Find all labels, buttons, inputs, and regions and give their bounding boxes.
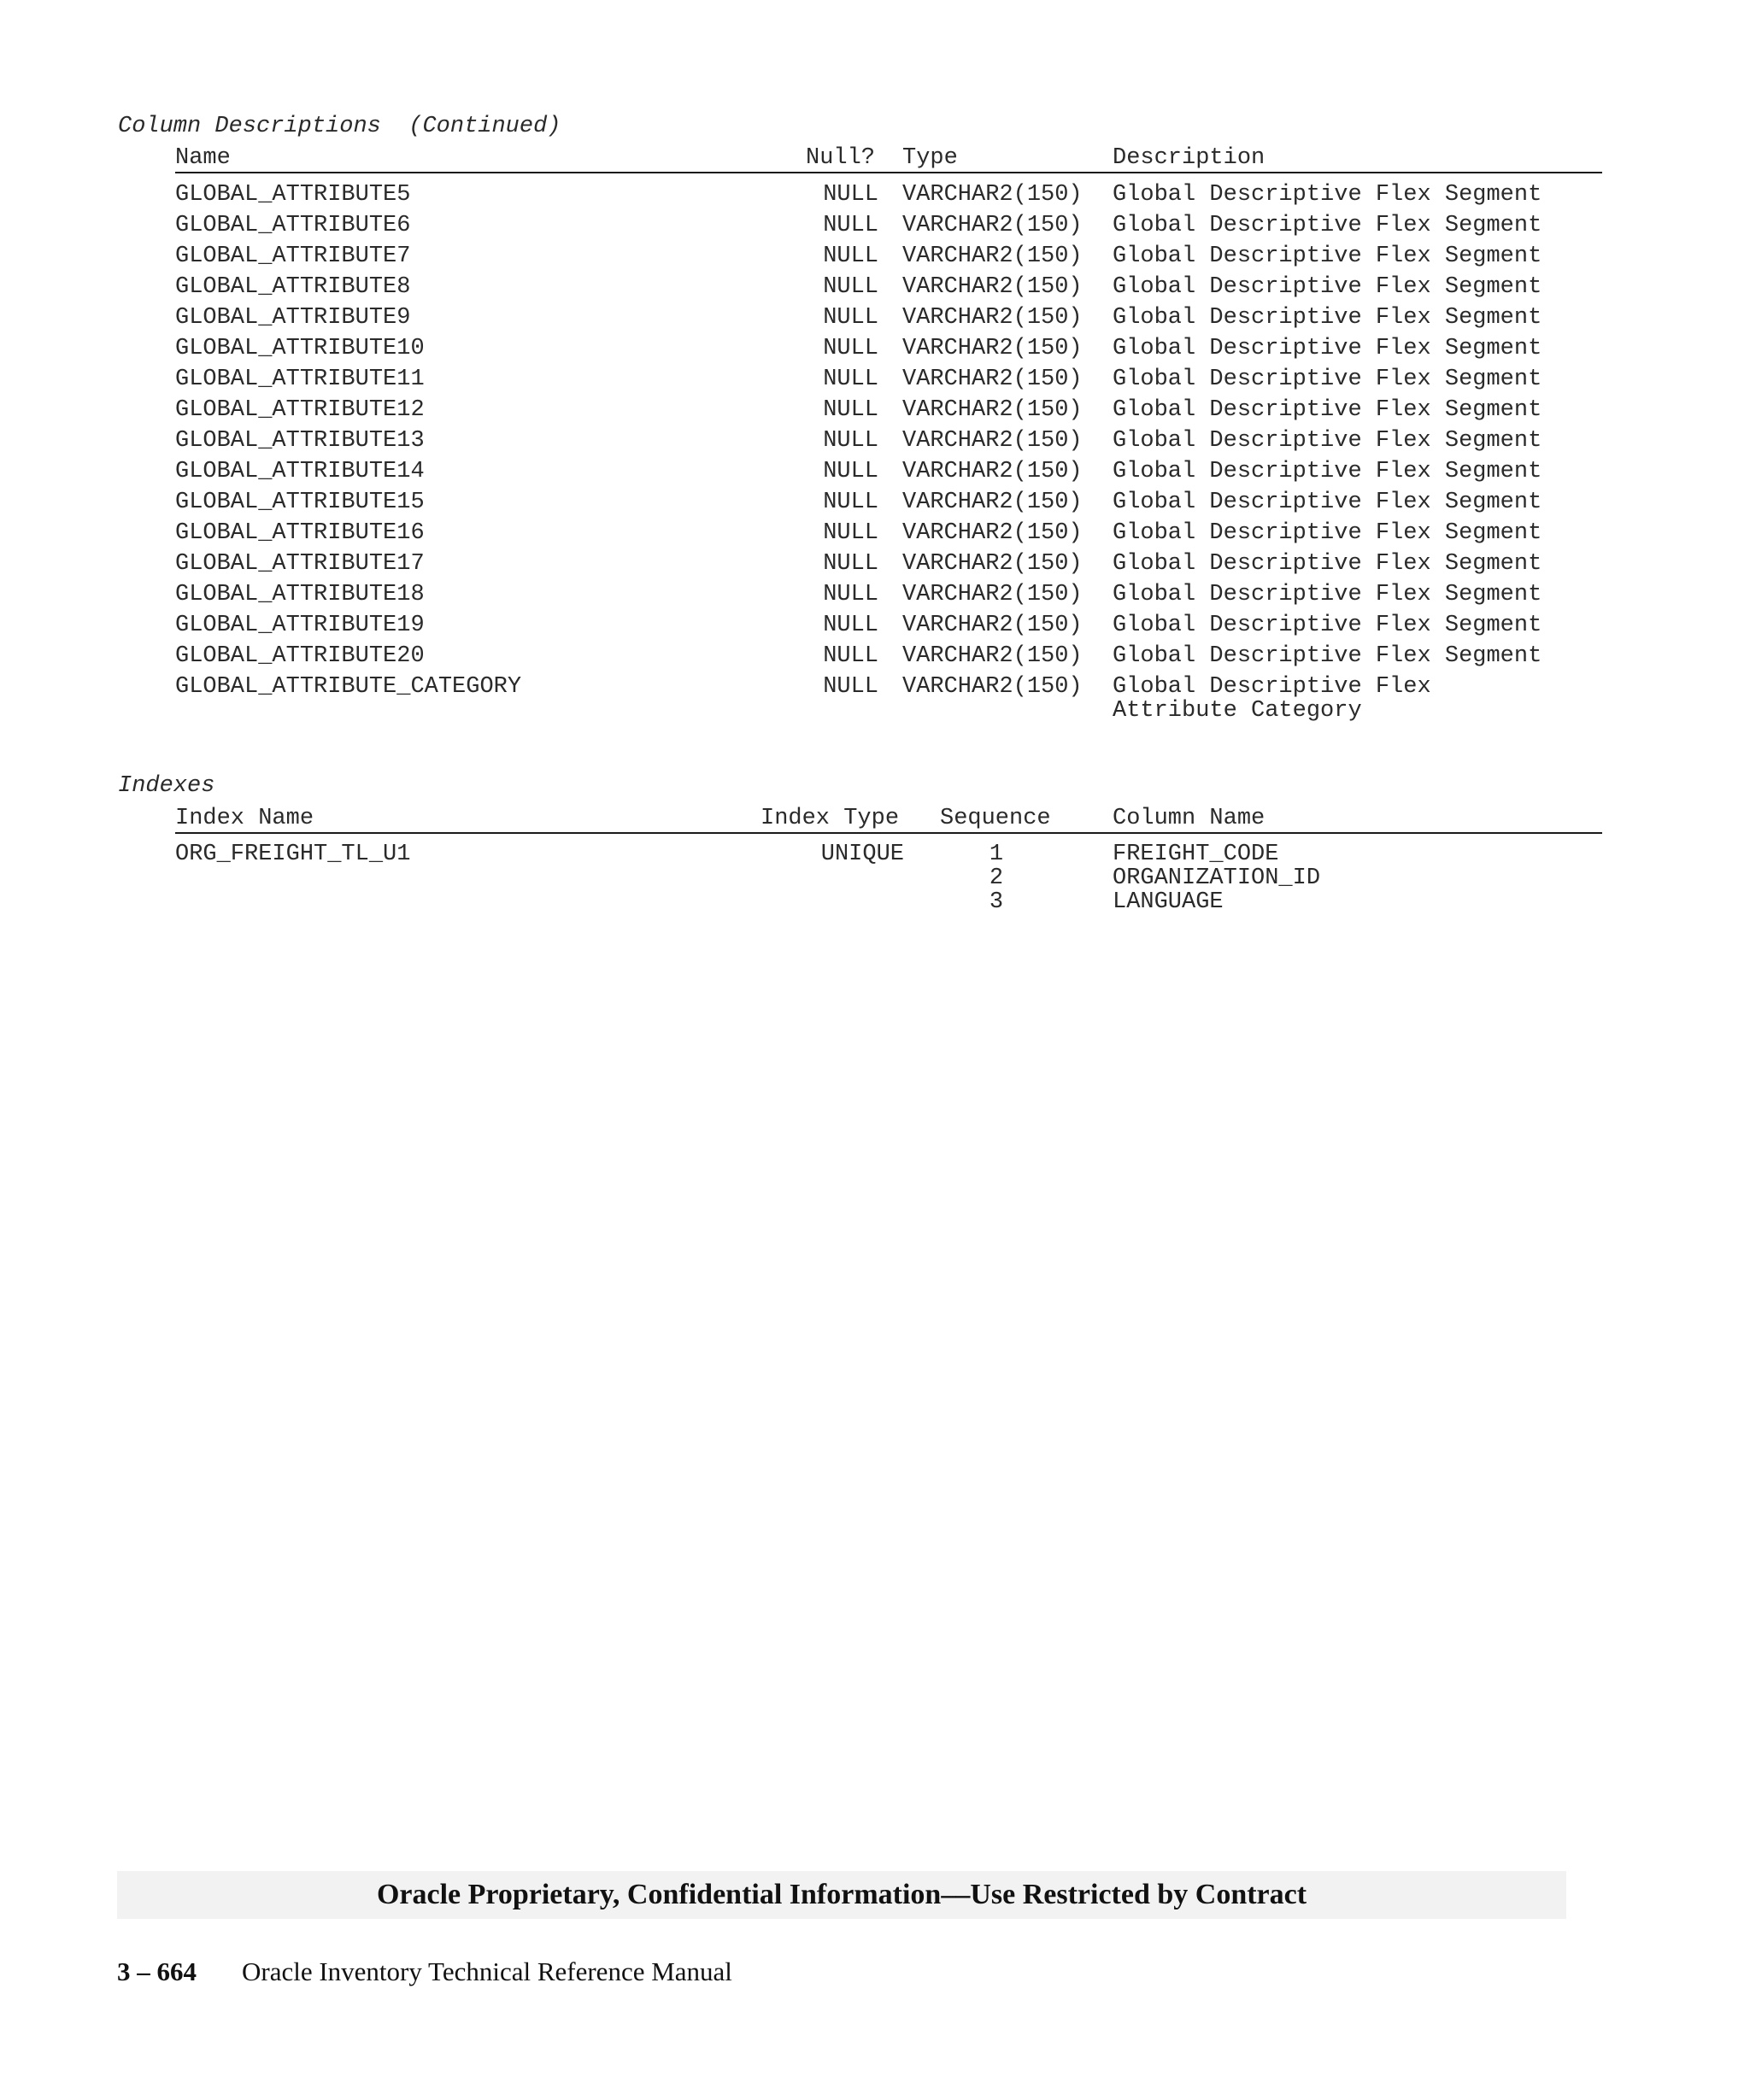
manual-title: Oracle Inventory Technical Reference Manual: [242, 1956, 732, 1986]
column-description: Global Descriptive Flex Segment: [1113, 274, 1542, 300]
column-name: GLOBAL_ATTRIBUTE5: [175, 182, 411, 208]
table-row: [0, 613, 1750, 644]
column-null: NULL: [823, 336, 878, 361]
confidential-banner: Oracle Proprietary, Confidential Information––Use Restricted by Contract: [117, 1871, 1566, 1919]
table-row: [0, 521, 1750, 552]
index-name: ORG_FREIGHT_TL_U1: [175, 842, 411, 867]
column-name: GLOBAL_ATTRIBUTE10: [175, 336, 425, 361]
header-type: Type: [902, 145, 958, 171]
column-null: NULL: [823, 582, 878, 607]
column-name: GLOBAL_ATTRIBUTE18: [175, 582, 425, 607]
header-sequence: Sequence: [940, 806, 1051, 831]
index-sequence: 3: [989, 889, 1004, 915]
column-type: VARCHAR2(150): [902, 336, 1083, 361]
column-description: Global Descriptive Flex Segment: [1113, 243, 1542, 269]
column-null: NULL: [823, 613, 878, 638]
column-null: NULL: [823, 520, 878, 546]
column-type: VARCHAR2(150): [902, 397, 1083, 423]
header-index-name: Index Name: [175, 806, 314, 831]
column-null: NULL: [823, 367, 878, 392]
column-null: NULL: [823, 551, 878, 577]
column-description: Global Descriptive Flex Segment: [1113, 459, 1542, 484]
column-type: VARCHAR2(150): [902, 274, 1083, 300]
column-type: VARCHAR2(150): [902, 520, 1083, 546]
column-descriptions-table: [0, 183, 1750, 730]
table-row: [0, 490, 1750, 521]
column-description: Global Descriptive Flex Segment: [1113, 428, 1542, 454]
table-row: [0, 306, 1750, 337]
index-type: UNIQUE: [820, 842, 904, 867]
column-name: GLOBAL_ATTRIBUTE20: [175, 643, 425, 669]
column-name: GLOBAL_ATTRIBUTE19: [175, 613, 425, 638]
column-description: Global Descriptive Flex Attribute Category: [1113, 674, 1431, 724]
header-null: Null?: [806, 145, 876, 171]
indexes-title: Indexes: [118, 773, 215, 799]
column-description: Global Descriptive Flex Segment: [1113, 490, 1542, 515]
column-type: VARCHAR2(150): [902, 459, 1083, 484]
header-index-type: Index Type: [760, 806, 900, 831]
column-type: VARCHAR2(150): [902, 243, 1083, 269]
column-description: Global Descriptive Flex Segment: [1113, 397, 1542, 423]
column-name: GLOBAL_ATTRIBUTE9: [175, 305, 411, 331]
column-null: NULL: [823, 305, 878, 331]
column-name: GLOBAL_ATTRIBUTE6: [175, 213, 411, 238]
table-row: [0, 842, 1750, 866]
header-name: Name: [175, 145, 231, 171]
column-name: GLOBAL_ATTRIBUTE8: [175, 274, 411, 300]
index-header-rule: [175, 832, 1602, 834]
column-null: NULL: [823, 274, 878, 300]
column-description: Global Descriptive Flex Segment: [1113, 613, 1542, 638]
column-null: NULL: [823, 397, 878, 423]
index-column-name: LANGUAGE: [1113, 889, 1224, 915]
column-name: GLOBAL_ATTRIBUTE7: [175, 243, 411, 269]
table-row: [0, 460, 1750, 490]
column-type: VARCHAR2(150): [902, 305, 1083, 331]
column-type: VARCHAR2(150): [902, 182, 1083, 208]
column-description: Global Descriptive Flex Segment: [1113, 643, 1542, 669]
header-column-name: Column Name: [1113, 806, 1266, 831]
table-row: [0, 244, 1750, 275]
column-description: Global Descriptive Flex Segment: [1113, 520, 1542, 546]
table-row: [0, 275, 1750, 306]
table-row: [0, 398, 1750, 429]
column-name: GLOBAL_ATTRIBUTE12: [175, 397, 425, 423]
column-null: NULL: [823, 182, 878, 208]
column-null: NULL: [823, 459, 878, 484]
table-row: [0, 675, 1750, 730]
column-type: VARCHAR2(150): [902, 367, 1083, 392]
column-name: GLOBAL_ATTRIBUTE16: [175, 520, 425, 546]
column-type: VARCHAR2(150): [902, 613, 1083, 638]
table-row: [0, 890, 1750, 914]
column-description: Global Descriptive Flex Segment: [1113, 213, 1542, 238]
column-descriptions-title: Column Descriptions (Continued): [118, 114, 561, 139]
column-type: VARCHAR2(150): [902, 643, 1083, 669]
table-row: [0, 214, 1750, 244]
column-description: Global Descriptive Flex Segment: [1113, 551, 1542, 577]
column-null: NULL: [823, 490, 878, 515]
index-sequence: 1: [989, 842, 1004, 867]
column-description: Global Descriptive Flex Segment: [1113, 336, 1542, 361]
column-name: GLOBAL_ATTRIBUTE15: [175, 490, 425, 515]
page-number: 3 – 664: [117, 1956, 197, 1986]
column-null: NULL: [823, 643, 878, 669]
column-null: NULL: [823, 674, 878, 700]
column-type: VARCHAR2(150): [902, 490, 1083, 515]
column-name: GLOBAL_ATTRIBUTE_CATEGORY: [175, 674, 522, 700]
column-description: Global Descriptive Flex Segment: [1113, 367, 1542, 392]
table-row: [0, 429, 1750, 460]
column-name: GLOBAL_ATTRIBUTE14: [175, 459, 425, 484]
column-type: VARCHAR2(150): [902, 213, 1083, 238]
column-description: Global Descriptive Flex Segment: [1113, 305, 1542, 331]
index-column-name: ORGANIZATION_ID: [1113, 865, 1321, 891]
column-type: VARCHAR2(150): [902, 428, 1083, 454]
column-null: NULL: [823, 243, 878, 269]
table-row: [0, 644, 1750, 675]
table-row: [0, 866, 1750, 890]
table-row: [0, 552, 1750, 583]
header-description: Description: [1113, 145, 1266, 171]
index-sequence: 2: [989, 865, 1004, 891]
column-name: GLOBAL_ATTRIBUTE17: [175, 551, 425, 577]
table-row: [0, 337, 1750, 367]
indexes-table: [0, 842, 1750, 914]
column-name: GLOBAL_ATTRIBUTE11: [175, 367, 425, 392]
column-type: VARCHAR2(150): [902, 551, 1083, 577]
column-type: VARCHAR2(150): [902, 674, 1083, 700]
table-row: [0, 583, 1750, 613]
column-type: VARCHAR2(150): [902, 582, 1083, 607]
column-name: GLOBAL_ATTRIBUTE13: [175, 428, 425, 454]
column-description: Global Descriptive Flex Segment: [1113, 182, 1542, 208]
column-null: NULL: [823, 213, 878, 238]
column-null: NULL: [823, 428, 878, 454]
table-row: [0, 367, 1750, 398]
index-column-name: FREIGHT_CODE: [1113, 842, 1279, 867]
column-header-rule: [175, 172, 1602, 173]
table-row: [0, 183, 1750, 214]
column-description: Global Descriptive Flex Segment: [1113, 582, 1542, 607]
